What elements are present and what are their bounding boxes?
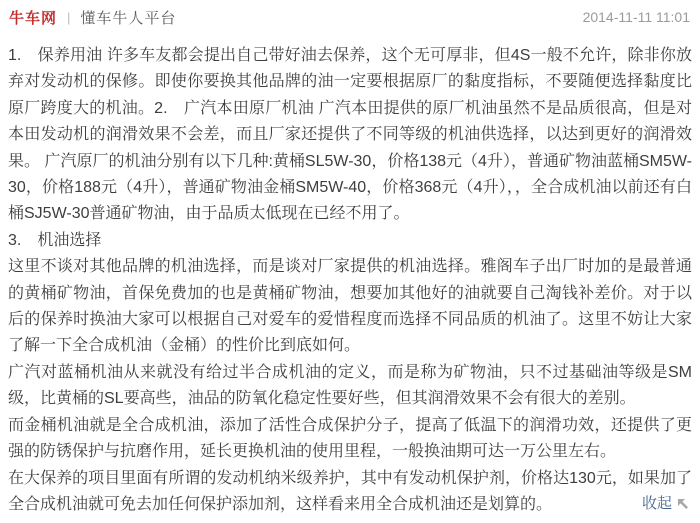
article-paragraph: 这里不谈对其他品牌的机油选择，而是谈对厂家提供的机油选择。雅阁车子出厂时加的是最普通的黄桶矿物油，首保免费加的也是黄桶矿物油，想要加其他好的油就要自己淘钱补差价。对于以后的保养时换油大家可以根据自己对爱车的爱惜程度而选择不同品质的机油了。这里不妨让大家了解一下全合成机油（金桶）的性价比到底如何。 (8, 258, 692, 355)
page-header (0, 0, 700, 27)
post-timestamp: 2014-11-11 11:01 (582, 9, 690, 25)
collapse-button[interactable] (636, 491, 690, 517)
article-paragraph: 广汽对蓝桶机油从来就没有给过半合成机油的定义，而是称为矿物油，只不过基础油等级是SM级，比黄桶的SL要高些，油品的防氧化稳定性要好些，但其润滑效果不会有很大的差别。 (8, 363, 692, 408)
article-paragraph: 在大保养的项目里面有所谓的发动机纳米级养护，其中有发动机保护剂，价格达130元，如果加了全合成机油就可免去加任何保护添加剂，这样看来用全合成机油还是划算的。 (8, 469, 692, 513)
article-body (0, 43, 700, 518)
collapse-northwest-arrow-icon (676, 497, 690, 511)
header-divider: | (67, 9, 71, 25)
platform-name: 懂车牛人平台 (80, 9, 177, 27)
article-paragraph: 而金桶机油就是全合成机油，添加了活性合成保护分子，提高了低温下的润滑功效，还提供了更强的防锈保护与抗磨作用，延长更换机油的使用里程，一般换油期可达一万公里左右。 (8, 416, 692, 461)
collapse-button-label: 收起 (641, 494, 672, 512)
section-heading-oil-selection: 3. 机油选择 (8, 231, 102, 249)
last-paragraph-row (8, 466, 692, 519)
article-paragraph: 1. 保养用油 许多车友都会提出自己带好油去保养，这个无可厚非，但4S一般不允许，除非你放弃对发动机的保修。即使你要换其他品牌的油一定要根据原厂的黏度指标，不要随便选择黏度比原厂跨度大的机油。2. 广汽本田原厂机油 广汽本田提供的原厂机油虽然不是品质很高，但是对本田发动机的润滑效果不会差，而且厂家还提供了不同等级的机油供选择，以达到更好的润滑效果。 广汽原厂的机油分别有以下几种:黄桶SL5W-30，价格138元（4升），普通矿物油蓝桶SM5W-30，价格188元（4升），普通矿物油金桶SM5W-40，价格368元（4升），，全合成机油以前还有白桶SJ5W-30普通矿物油，由于品质太低现在已经不用了。 (8, 47, 692, 223)
site-logo-text[interactable]: 牛车网 (9, 9, 58, 27)
header-branding (9, 7, 176, 28)
